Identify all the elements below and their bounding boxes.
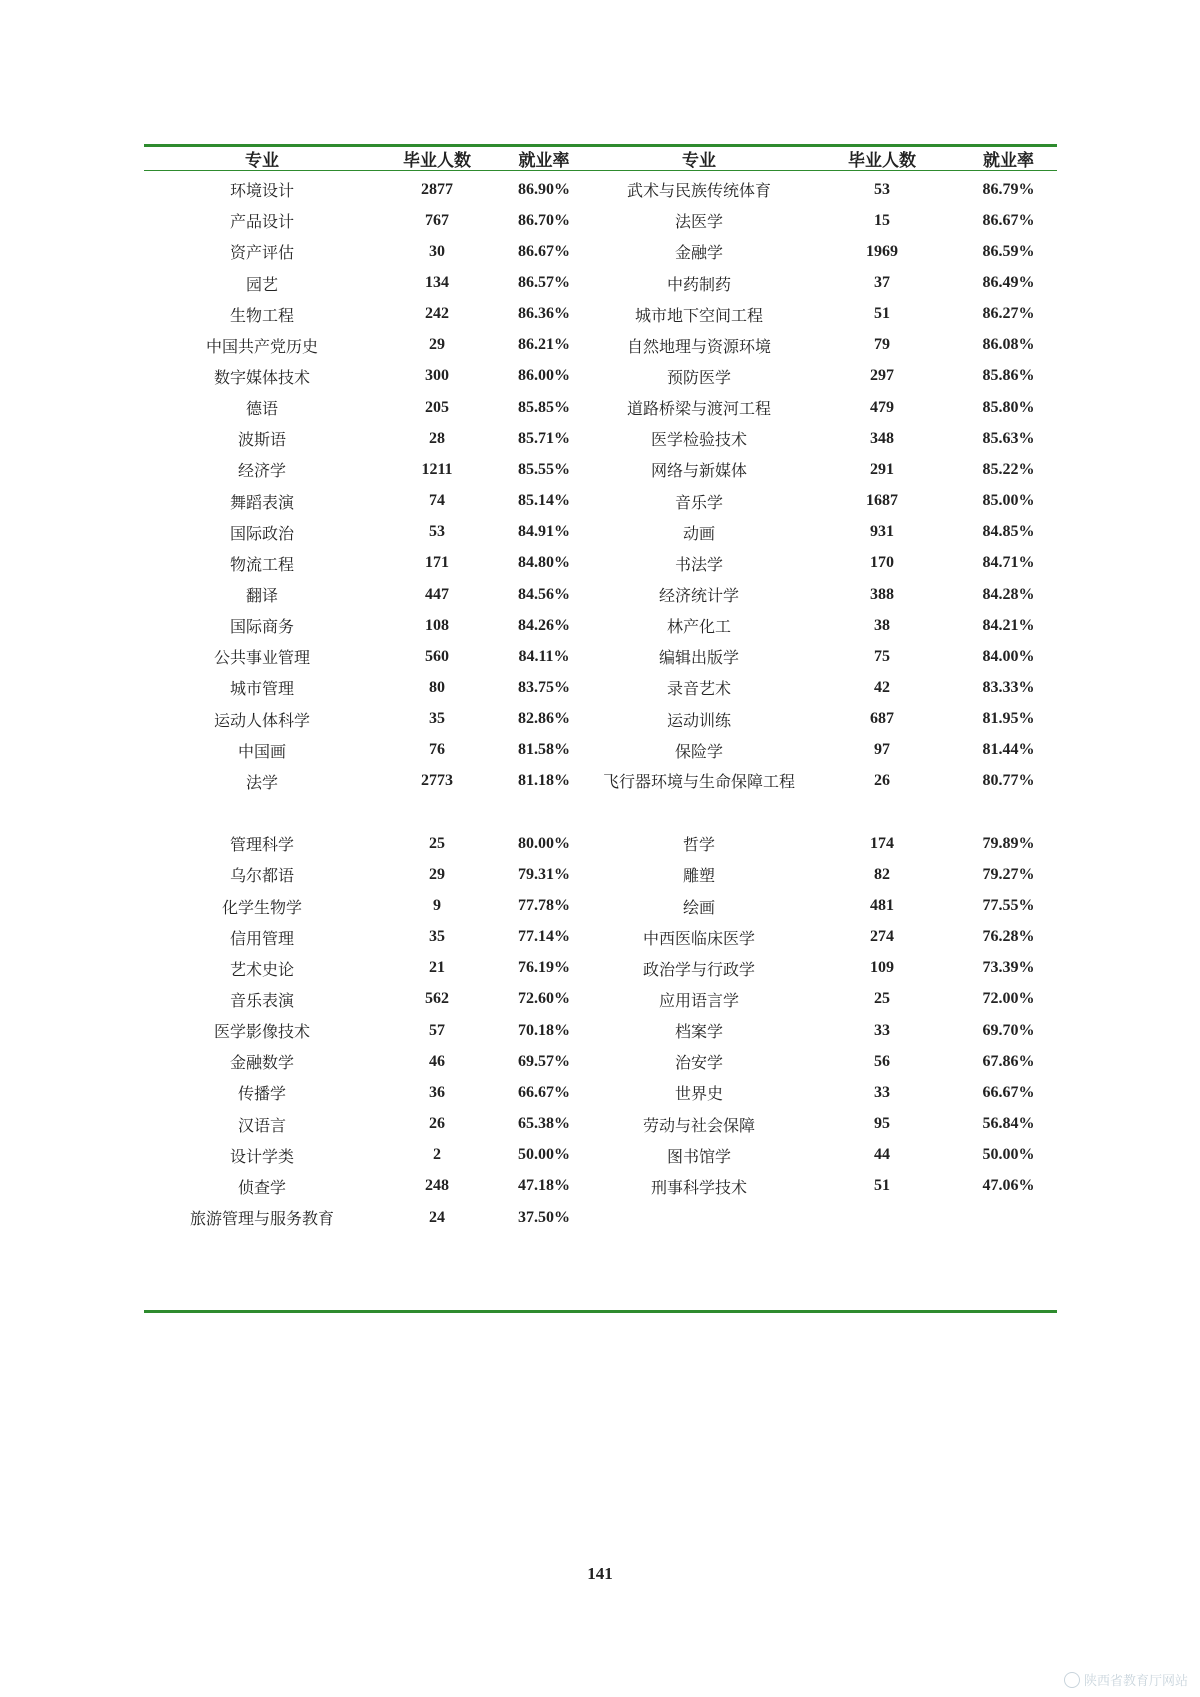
cell-major-right: 应用语言学: [658, 990, 739, 1010]
table-row: [144, 423, 1057, 454]
cell-graduates-left: 57: [429, 1021, 445, 1039]
cell-major-left: 信用管理: [229, 928, 294, 948]
cell-rate-left: 86.57%: [518, 274, 570, 291]
cell-graduates-right: 170: [870, 554, 894, 572]
cell-major-right: 录音艺术: [666, 679, 731, 699]
table-row: [144, 517, 1057, 548]
header-graduates-left: 毕业人数: [403, 150, 471, 171]
watermark-logo-icon: [1064, 1672, 1080, 1688]
cell-major-left: 翻译: [245, 586, 278, 605]
cell-rate-right: 73.39%: [982, 959, 1035, 977]
cell-major-left: 法学: [245, 772, 278, 792]
cell-major-right: 运动训练: [666, 710, 731, 730]
cell-graduates-right: 95: [874, 1115, 890, 1133]
cell-graduates-right: 25: [874, 990, 890, 1008]
cell-graduates-left: 108: [425, 616, 449, 634]
table-row: [144, 859, 1057, 890]
cell-major-left: 国际政治: [229, 523, 294, 543]
cell-major-left: 园艺: [245, 274, 278, 294]
cell-major-right: 雕塑: [682, 866, 715, 886]
cell-graduates-left: 76: [429, 741, 445, 759]
cell-graduates-right: 51: [874, 305, 890, 323]
cell-graduates-right: 274: [870, 928, 894, 946]
cell-graduates-right: 56: [874, 1052, 890, 1070]
cell-rate-left: 77.14%: [518, 928, 570, 946]
cell-rate-left: 79.31%: [518, 865, 570, 883]
cell-rate-right: 86.27%: [982, 305, 1035, 323]
cell-rate-right: 81.95%: [982, 710, 1035, 728]
cell-rate-left: 66.67%: [518, 1083, 570, 1101]
cell-rate-right: 86.08%: [982, 336, 1035, 354]
cell-graduates-left: 36: [429, 1083, 445, 1101]
cell-graduates-left: 74: [429, 492, 445, 510]
cell-graduates-left: 562: [425, 990, 449, 1008]
watermark: [1064, 1670, 1188, 1689]
table-row: [144, 672, 1057, 703]
cell-graduates-left: 248: [425, 1177, 449, 1195]
cell-major-right: 保险学: [674, 741, 723, 761]
cell-major-left: 医学影像技术: [213, 1022, 310, 1042]
cell-graduates-left: 29: [429, 336, 445, 354]
table-row: [144, 1140, 1057, 1171]
cell-major-right: 网络与新媒体: [650, 461, 747, 481]
cell-rate-left: 86.36%: [518, 305, 570, 323]
table-bottom-rule: [144, 1310, 1057, 1313]
cell-major-left: 金融数学: [229, 1053, 294, 1073]
cell-rate-right: 85.80%: [982, 398, 1035, 416]
cell-graduates-right: 15: [874, 211, 890, 229]
cell-major-left: 经济学: [237, 461, 286, 481]
cell-major-left: 乌尔都语: [229, 866, 294, 886]
cell-rate-right: 81.44%: [982, 741, 1035, 759]
cell-graduates-left: 35: [429, 710, 445, 728]
cell-graduates-right: 26: [874, 772, 890, 790]
cell-rate-right: 77.55%: [982, 897, 1035, 914]
cell-rate-left: 84.56%: [518, 585, 570, 603]
cell-major-left: 公共事业管理: [213, 648, 310, 668]
cell-rate-left: 84.11%: [518, 647, 570, 665]
header-major-left: 专业: [245, 150, 279, 171]
table-row: [144, 236, 1057, 267]
header-employment-rate-left: 就业率: [518, 150, 570, 171]
cell-major-left: 音乐表演: [229, 990, 294, 1010]
table-row: [144, 922, 1057, 953]
cell-graduates-left: 205: [425, 398, 449, 416]
cell-rate-right: 69.70%: [982, 1021, 1035, 1039]
table-row: [144, 392, 1057, 423]
table-row: [144, 267, 1057, 298]
cell-graduates-right: 51: [874, 1177, 890, 1195]
cell-graduates-left: 1211: [421, 460, 453, 478]
cell-graduates-left: 30: [429, 242, 445, 260]
cell-rate-left: 85.85%: [518, 398, 570, 416]
cell-rate-right: 66.67%: [982, 1083, 1035, 1101]
cell-major-right: 档案学: [674, 1022, 723, 1042]
cell-major-right: 世界史: [674, 1084, 723, 1104]
cell-rate-left: 84.80%: [518, 554, 570, 572]
cell-major-right: 金融学: [674, 243, 723, 263]
cell-rate-left: 50.00%: [518, 1146, 570, 1164]
table-row: [144, 1109, 1057, 1140]
cell-rate-left: 83.75%: [518, 678, 570, 696]
table-row: [144, 579, 1057, 610]
cell-major-left: 运动人体科学: [213, 710, 310, 730]
table-row: [144, 610, 1057, 641]
cell-rate-left: 86.90%: [518, 180, 570, 198]
cell-major-right: 中西医临床医学: [642, 928, 755, 948]
cell-rate-right: 76.28%: [982, 928, 1035, 946]
cell-major-right: 音乐学: [674, 492, 723, 512]
cell-graduates-left: 300: [425, 367, 449, 385]
cell-rate-left: 84.91%: [518, 523, 570, 541]
cell-rate-right: 84.21%: [982, 616, 1035, 634]
cell-graduates-right: 931: [870, 523, 894, 541]
cell-rate-right: 84.00%: [982, 647, 1035, 665]
cell-graduates-right: 348: [870, 429, 894, 447]
cell-major-right: 治安学: [674, 1053, 723, 1073]
cell-graduates-right: 97: [874, 741, 890, 759]
cell-graduates-right: 37: [874, 274, 890, 291]
cell-graduates-right: 1687: [866, 492, 898, 510]
cell-rate-right: 85.63%: [982, 429, 1035, 447]
cell-graduates-left: 2: [433, 1146, 441, 1164]
cell-major-left: 设计学类: [229, 1146, 294, 1166]
table-row: [144, 984, 1057, 1015]
cell-graduates-left: 25: [429, 834, 445, 852]
cell-graduates-right: 33: [874, 1083, 890, 1101]
cell-major-right: 飞行器环境与生命保障工程: [602, 771, 795, 791]
cell-graduates-left: 560: [425, 647, 449, 665]
cell-rate-right: 84.71%: [982, 554, 1035, 572]
cell-major-left: 舞蹈表演: [229, 492, 294, 512]
table-row: [144, 890, 1057, 921]
cell-graduates-left: 134: [425, 274, 449, 291]
cell-major-left: 中国共产党历史: [205, 336, 318, 356]
cell-major-right: 林产化工: [666, 617, 731, 637]
cell-rate-left: 81.58%: [518, 741, 570, 759]
cell-major-left: 物流工程: [229, 554, 294, 574]
table-row: [144, 1202, 1057, 1233]
header-employment-rate-right: 就业率: [983, 150, 1034, 171]
cell-graduates-left: 242: [425, 305, 449, 323]
cell-major-right: 武术与民族传统体育: [626, 181, 771, 201]
cell-major-left: 传播学: [237, 1084, 286, 1104]
cell-graduates-right: 297: [870, 367, 894, 385]
cell-rate-left: 72.60%: [518, 990, 570, 1008]
table-row: [144, 330, 1057, 361]
table-row: [144, 641, 1057, 672]
cell-graduates-right: 75: [874, 647, 890, 665]
table-row: [144, 735, 1057, 766]
cell-major-left: 旅游管理与服务教育: [189, 1209, 334, 1228]
cell-graduates-left: 28: [429, 429, 445, 447]
cell-rate-left: 84.26%: [518, 616, 570, 634]
cell-major-left: 侦查学: [237, 1177, 286, 1197]
cell-major-right: 图书馆学: [666, 1146, 731, 1166]
cell-graduates-right: 687: [870, 710, 894, 728]
cell-major-left: 中国画: [237, 741, 286, 761]
cell-graduates-left: 29: [429, 865, 445, 883]
cell-major-left: 数字媒体技术: [213, 367, 310, 387]
cell-major-right: [594, 1202, 804, 1233]
cell-rate-left: 86.21%: [518, 336, 570, 354]
cell-graduates-right: 1969: [866, 242, 898, 260]
table-row: [144, 704, 1057, 735]
cell-graduates-right: 388: [870, 585, 894, 603]
cell-rate-right: 79.89%: [982, 834, 1035, 852]
cell-graduates-left: 35: [429, 928, 445, 946]
cell-rate-left: 85.14%: [518, 492, 570, 510]
cell-major-right: 劳动与社会保障: [642, 1115, 755, 1135]
table-header: [144, 146, 1057, 170]
cell-rate-right: 83.33%: [982, 678, 1035, 696]
cell-rate-right: 84.85%: [982, 523, 1035, 541]
cell-rate-right: 86.67%: [982, 211, 1035, 229]
table-header-rule: [144, 170, 1057, 171]
cell-major-left: 艺术史论: [229, 959, 294, 979]
cell-graduates-right: 82: [874, 865, 890, 883]
cell-graduates-right: 479: [870, 398, 894, 416]
cell-graduates-left: 26: [429, 1115, 445, 1133]
cell-rate-left: 65.38%: [518, 1115, 570, 1133]
cell-graduates-right: [804, 1202, 960, 1233]
table-row: [144, 1015, 1057, 1046]
cell-major-right: 医学检验技术: [650, 430, 747, 450]
cell-graduates-left: 21: [429, 959, 445, 977]
cell-rate-left: 47.18%: [518, 1177, 570, 1195]
cell-major-right: 自然地理与资源环境: [626, 336, 771, 356]
cell-rate-right: 67.86%: [982, 1052, 1035, 1070]
cell-graduates-right: 33: [874, 1021, 890, 1039]
cell-graduates-left: 9: [433, 897, 441, 914]
cell-rate-left: 37.50%: [518, 1208, 570, 1226]
table-row: [144, 486, 1057, 517]
cell-rate-right: 86.59%: [982, 242, 1035, 260]
cell-major-left: 德语: [245, 399, 278, 419]
table-row: [144, 1046, 1057, 1077]
cell-graduates-left: 447: [425, 585, 449, 603]
table-row: [144, 205, 1057, 236]
cell-graduates-left: 2773: [421, 772, 453, 790]
cell-rate-left: 70.18%: [518, 1021, 570, 1039]
cell-major-left: 波斯语: [237, 430, 286, 450]
cell-rate-right: 84.28%: [982, 585, 1035, 603]
cell-major-right: 预防医学: [666, 367, 731, 387]
cell-rate-right: 86.79%: [982, 180, 1035, 198]
cell-graduates-right: 42: [874, 678, 890, 696]
cell-major-right: 城市地下空间工程: [634, 305, 763, 325]
cell-rate-left: 85.55%: [518, 460, 570, 478]
table-row: [144, 953, 1057, 984]
page-number: 141: [587, 1564, 613, 1583]
cell-rate-right: 80.77%: [982, 772, 1035, 790]
cell-graduates-right: 44: [874, 1146, 890, 1164]
cell-graduates-left: 24: [429, 1208, 445, 1226]
table-row: [144, 454, 1057, 485]
cell-graduates-left: 171: [425, 554, 449, 572]
header-major-right: 专业: [682, 150, 716, 171]
cell-graduates-left: 80: [429, 678, 445, 696]
cell-major-right: 动画: [682, 523, 715, 543]
cell-major-left: 汉语言: [237, 1115, 286, 1135]
cell-rate-left: 76.19%: [518, 959, 570, 977]
cell-graduates-right: 481: [870, 897, 894, 914]
cell-rate-left: 77.78%: [518, 897, 570, 914]
cell-rate-left: 86.70%: [518, 211, 570, 229]
cell-rate-left: 86.00%: [518, 367, 570, 385]
cell-major-right: 中药制药: [666, 274, 731, 294]
cell-rate-right: [960, 1202, 1057, 1233]
cell-major-right: 经济统计学: [658, 586, 739, 605]
cell-rate-right: 50.00%: [982, 1146, 1035, 1164]
cell-rate-left: 86.67%: [518, 242, 570, 260]
cell-major-left: 城市管理: [229, 679, 294, 699]
cell-major-right: 道路桥梁与渡河工程: [626, 399, 771, 419]
cell-graduates-left: 2877: [421, 180, 453, 198]
cell-rate-right: 85.00%: [982, 492, 1035, 510]
table-row: [144, 766, 1057, 828]
cell-rate-right: 56.84%: [982, 1115, 1035, 1133]
cell-major-left: 生物工程: [229, 305, 294, 325]
cell-graduates-right: 38: [874, 616, 890, 634]
table-row: [144, 1171, 1057, 1202]
cell-graduates-right: 291: [870, 460, 894, 478]
table-row: [144, 828, 1057, 859]
cell-major-left: 产品设计: [229, 212, 294, 232]
cell-major-left: 化学生物学: [221, 897, 302, 917]
header-graduates-right: 毕业人数: [848, 150, 916, 171]
cell-major-left: 管理科学: [229, 835, 294, 855]
table-row: [144, 548, 1057, 579]
cell-graduates-right: 53: [874, 180, 890, 198]
cell-graduates-right: 109: [870, 959, 894, 977]
cell-rate-left: 81.18%: [518, 772, 570, 790]
cell-rate-right: 85.86%: [982, 367, 1035, 385]
cell-major-left: 国际商务: [229, 617, 294, 637]
table-row: [144, 1077, 1057, 1108]
cell-rate-right: 47.06%: [982, 1177, 1035, 1195]
cell-rate-left: 82.86%: [518, 710, 570, 728]
cell-rate-right: 72.00%: [982, 990, 1035, 1008]
table-row: [144, 299, 1057, 330]
watermark-text: 陕西省教育厅网站: [1083, 1674, 1188, 1689]
cell-major-right: 刑事科学技术: [650, 1177, 747, 1197]
cell-rate-left: 69.57%: [518, 1052, 570, 1070]
cell-major-right: 政治学与行政学: [642, 959, 755, 979]
cell-major-right: 编辑出版学: [658, 648, 739, 668]
cell-graduates-right: 79: [874, 336, 890, 354]
cell-major-right: 绘画: [682, 897, 715, 917]
cell-graduates-left: 46: [429, 1052, 445, 1070]
cell-major-right: 法医学: [674, 212, 723, 232]
cell-graduates-right: 174: [870, 834, 894, 852]
cell-rate-right: 86.49%: [982, 274, 1035, 291]
cell-major-right: 哲学: [682, 835, 715, 855]
table-row: [144, 361, 1057, 392]
cell-graduates-left: 53: [429, 523, 445, 541]
cell-major-left: 资产评估: [229, 243, 294, 263]
cell-major-left: 环境设计: [229, 181, 294, 201]
cell-rate-right: 85.22%: [982, 460, 1035, 478]
table-row: [144, 174, 1057, 205]
cell-rate-left: 80.00%: [518, 834, 570, 852]
cell-major-right: 书法学: [674, 554, 723, 574]
cell-rate-right: 79.27%: [982, 865, 1035, 883]
cell-graduates-left: 767: [425, 211, 449, 229]
cell-rate-left: 85.71%: [518, 429, 570, 447]
